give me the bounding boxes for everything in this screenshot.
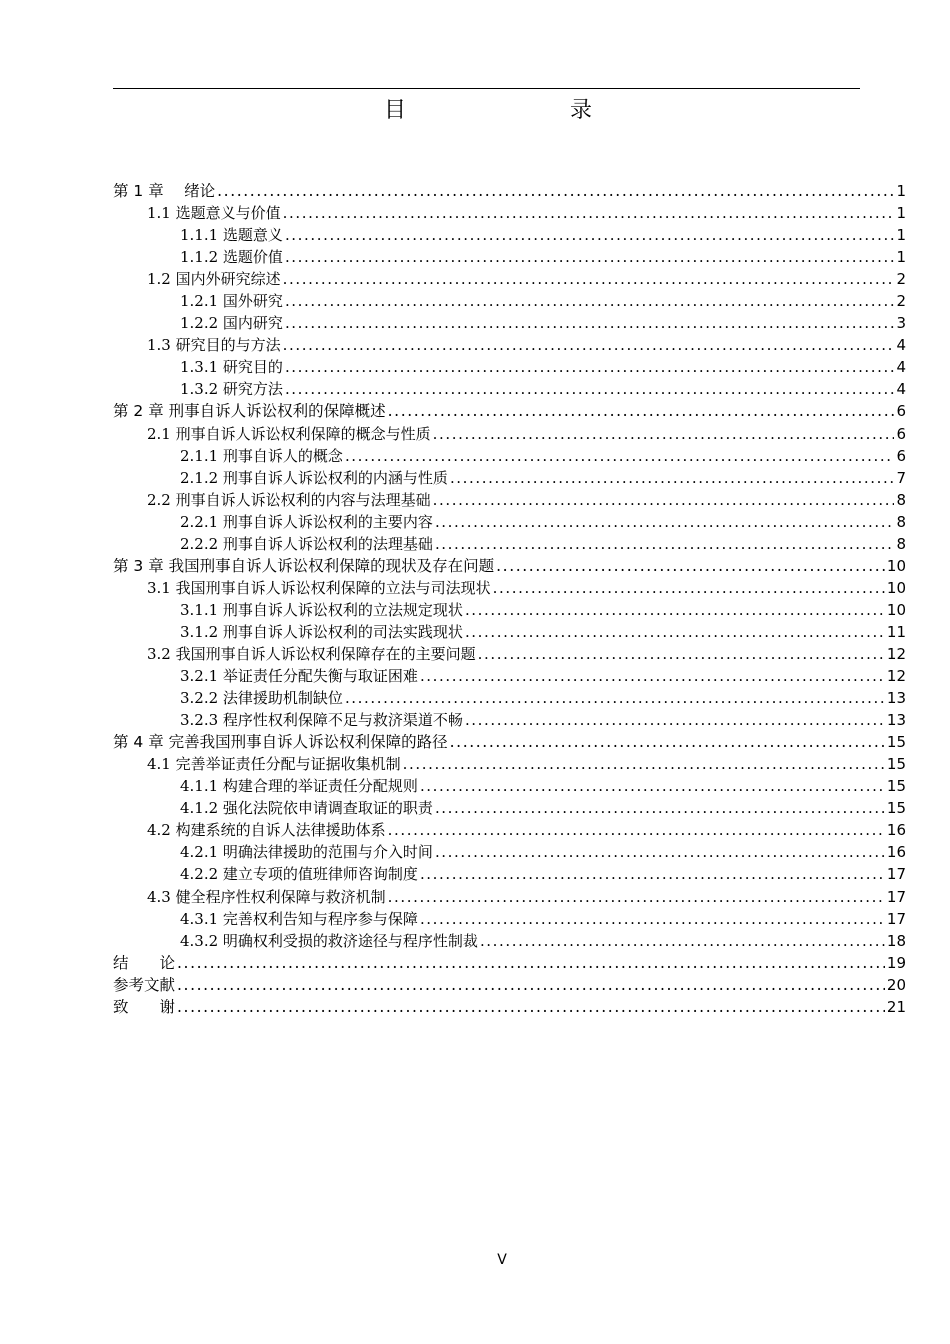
dot-leader [435,841,885,863]
dot-leader [285,224,895,246]
toc-entry-label: 2.2.2 刑事自诉人诉讼权利的法理基础 [180,534,433,553]
dot-leader [285,356,895,378]
toc-entry-page: 8 [896,534,906,553]
toc-entry-line [147,643,906,665]
toc-entry-page: 13 [886,689,906,708]
toc-entry[interactable] [0,599,950,621]
dot-leader [496,555,885,577]
dot-leader [478,643,885,665]
toc-entry-line [113,996,906,1018]
toc-entry[interactable] [0,312,950,334]
dot-leader [465,621,885,643]
toc-entry-line [180,356,906,378]
toc-entry-page: 10 [886,600,906,619]
toc-entry-label: 第 3 章 我国刑事自诉人诉讼权利保障的现状及存在问题 [113,556,495,575]
toc-entry-label: 第 4 章 完善我国刑事自诉人诉讼权利保障的路径 [113,733,448,752]
dot-leader [465,709,885,731]
toc-entry[interactable] [0,268,950,290]
toc-entry-label: 3.2.1 举证责任分配失衡与取证困难 [180,667,418,686]
toc-entry-page: 20 [886,975,906,994]
toc-entry-page: 3 [896,314,906,333]
toc-entry[interactable] [0,841,950,863]
toc-entry-line [113,731,906,753]
toc-entry-label: 1.1.2 选题价值 [180,248,283,267]
toc-entry-page: 1 [896,248,906,267]
toc-entry-page: 19 [886,953,906,972]
dot-leader [420,775,885,797]
toc-entry-label: 参考文献 [113,975,176,994]
toc-entry-label: 3.1 我国刑事自诉人诉讼权利保障的立法与司法现状 [147,578,491,597]
toc-entry-line [113,555,906,577]
toc-entry[interactable] [0,489,950,511]
toc-entry-page: 6 [896,402,906,421]
toc-entry-line [180,775,906,797]
toc-entry-page: 4 [896,358,906,377]
toc-entry-page: 15 [886,777,906,796]
toc-entry-label: 2.1.2 刑事自诉人诉讼权利的内涵与性质 [180,468,448,487]
toc-entry-label: 第 1 章 绪论 [113,182,216,200]
toc-entry-page: 17 [886,887,906,906]
toc-entry-line [147,268,906,290]
toc-entry[interactable] [0,996,950,1018]
dot-leader [435,533,895,555]
dot-leader [285,290,895,312]
toc-entry-page: 1 [896,182,906,200]
dot-leader [345,445,895,467]
dot-leader [420,908,885,930]
dot-leader [283,268,895,290]
toc-entry-line [180,687,906,709]
toc-entry[interactable] [0,356,950,378]
toc-entry-line [147,577,906,599]
toc-entry-label: 2.1.1 刑事自诉人的概念 [180,446,343,465]
toc-entry-line [147,334,906,356]
dot-leader [177,974,885,996]
toc-entry-page: 15 [886,799,906,818]
toc-entry-page: 7 [896,468,906,487]
toc-entry[interactable] [0,577,950,599]
dot-leader [403,753,885,775]
toc-entry-line [180,378,906,400]
toc-entry[interactable] [0,643,950,665]
toc-entry-line [180,224,906,246]
toc-entry[interactable] [0,863,950,885]
toc-entry-page: 12 [886,667,906,686]
toc-entry-label: 4.1.1 构建合理的举证责任分配规则 [180,777,418,796]
dot-leader [388,886,885,908]
toc-entry-line [180,290,906,312]
dot-leader [177,996,885,1018]
dot-leader [388,400,895,422]
toc-entry-line [180,665,906,687]
toc-entry-label: 4.1.2 强化法院依申请调查取证的职责 [180,799,433,818]
toc-entry[interactable] [0,533,950,555]
toc-entry-label: 1.3 研究目的与方法 [147,336,281,355]
dot-leader [285,312,895,334]
toc-entry[interactable] [0,555,950,577]
toc-entry-line [180,511,906,533]
toc-entry-label: 4.3.1 完善权利告知与程序参与保障 [180,909,418,928]
toc-entry-page: 13 [886,711,906,730]
toc-entry-page: 12 [886,644,906,663]
toc-entry-page: 16 [886,843,906,862]
toc-entry-label: 4.2 构建系统的自诉人法律援助体系 [147,821,386,840]
toc-entry-line [147,202,906,224]
toc-entry-page: 1 [896,204,906,223]
toc-entry-line [180,621,906,643]
toc-entry-label: 致 谢 [113,997,176,1016]
toc-entry-line [180,930,906,952]
toc-entry-page: 17 [886,909,906,928]
toc-entry-page: 16 [886,821,906,840]
toc-entry[interactable] [0,819,950,841]
toc-entry-line [180,533,906,555]
toc-entry[interactable] [0,974,950,996]
toc-entry-label: 1.1.1 选题意义 [180,226,283,245]
toc-entry-label: 3.2.2 法律援助机制缺位 [180,689,343,708]
toc-entry-label: 2.2.1 刑事自诉人诉讼权利的主要内容 [180,512,433,531]
toc-entry-line [180,599,906,621]
toc-entry[interactable] [0,511,950,533]
toc-entry[interactable] [0,687,950,709]
toc-entry-line [113,180,906,202]
toc-entry-line [147,489,906,511]
toc-entry[interactable] [0,709,950,731]
toc-title: 目 录 [383,98,632,123]
toc-entry-label: 4.3.2 明确权利受损的救济途径与程序性制裁 [180,931,478,950]
toc-entry-page: 6 [896,446,906,465]
dot-leader [420,863,885,885]
toc-entry-label: 3.2 我国刑事自诉人诉讼权利保障存在的主要问题 [147,644,476,663]
toc-entry[interactable] [0,797,950,819]
toc-entry[interactable] [0,224,950,246]
toc-entry-line [113,974,906,996]
toc-entry-page: 11 [886,622,906,641]
toc-entry-line [180,797,906,819]
toc-entry[interactable] [0,908,950,930]
toc-entry-label: 3.1.2 刑事自诉人诉讼权利的司法实践现状 [180,622,463,641]
toc-entry-label: 第 2 章 刑事自诉人诉讼权利的保障概述 [113,402,386,421]
dot-leader [493,577,885,599]
toc-entry-page: 10 [886,578,906,597]
dot-leader [433,423,895,445]
toc-entry[interactable] [0,378,950,400]
toc-entry-line [180,246,906,268]
table-of-contents [0,180,950,1018]
header-rule [113,88,860,89]
toc-entry-label: 3.1.1 刑事自诉人诉讼权利的立法规定现状 [180,600,463,619]
toc-entry-line [180,445,906,467]
toc-entry[interactable] [0,334,950,356]
toc-entry[interactable] [0,621,950,643]
toc-entry-page: 15 [886,733,906,752]
toc-entry-page: 21 [886,997,906,1016]
toc-entry-line [147,753,906,775]
toc-entry[interactable] [0,731,950,753]
dot-leader [283,334,895,356]
toc-entry-label: 4.2.2 建立专项的值班律师咨询制度 [180,865,418,884]
toc-entry-label: 结 论 [113,953,176,972]
toc-entry-page: 8 [896,490,906,509]
toc-entry-label: 4.1 完善举证责任分配与证据收集机制 [147,755,401,774]
toc-entry[interactable] [0,423,950,445]
toc-entry[interactable] [0,400,950,422]
dot-leader [450,731,885,753]
toc-entry[interactable] [0,952,950,974]
dot-leader [420,665,885,687]
dot-leader [433,489,895,511]
toc-entry-label: 4.3 健全程序性权利保障与救济机制 [147,887,386,906]
toc-entry-page: 17 [886,865,906,884]
toc-entry[interactable] [0,202,950,224]
toc-entry-label: 2.1 刑事自诉人诉讼权利保障的概念与性质 [147,424,431,443]
toc-entry[interactable] [0,886,950,908]
toc-entry[interactable] [0,180,950,202]
dot-leader [285,378,895,400]
toc-entry-line [180,709,906,731]
toc-entry-page: 1 [896,226,906,245]
toc-entry-page: 6 [896,424,906,443]
toc-entry-page: 2 [896,292,906,311]
dot-leader [285,246,895,268]
toc-entry[interactable] [0,753,950,775]
toc-entry[interactable] [0,665,950,687]
toc-entry[interactable] [0,290,950,312]
toc-entry-line [147,886,906,908]
toc-entry-label: 2.2 刑事自诉人诉讼权利的内容与法理基础 [147,490,431,509]
toc-entry[interactable] [0,775,950,797]
toc-entry-page: 15 [886,755,906,774]
toc-entry-line [147,819,906,841]
toc-entry-page: 4 [896,380,906,399]
toc-entry-label: 4.2.1 明确法律援助的范围与介入时间 [180,843,433,862]
toc-entry-page: 18 [886,931,906,950]
toc-entry-line [147,423,906,445]
dot-leader [345,687,885,709]
dot-leader [388,819,885,841]
toc-entry-label: 1.2 国内外研究综述 [147,270,281,289]
toc-entry-page: 10 [886,556,906,575]
toc-entry-label: 1.3.1 研究目的 [180,358,283,377]
dot-leader [217,180,894,202]
toc-entry[interactable] [0,246,950,268]
toc-entry-label: 1.1 选题意义与价值 [147,204,281,223]
toc-entry-line [180,863,906,885]
toc-entry-page: 2 [896,270,906,289]
toc-entry-page: 4 [896,336,906,355]
dot-leader [177,952,885,974]
toc-entry[interactable] [0,445,950,467]
toc-entry-label: 1.3.2 研究方法 [180,380,283,399]
toc-entry-label: 3.2.3 程序性权利保障不足与救济渠道不畅 [180,711,463,730]
page-number: V [497,1252,507,1268]
dot-leader [465,599,885,621]
dot-leader [480,930,885,952]
dot-leader [435,797,885,819]
toc-entry-label: 1.2.2 国内研究 [180,314,283,333]
toc-entry[interactable] [0,467,950,489]
dot-leader [435,511,895,533]
toc-entry-line [113,400,906,422]
toc-entry[interactable] [0,930,950,952]
toc-entry-label: 1.2.1 国外研究 [180,292,283,311]
toc-entry-page: 8 [896,512,906,531]
toc-entry-line [180,312,906,334]
toc-entry-line [180,841,906,863]
toc-entry-line [180,908,906,930]
toc-entry-line [113,952,906,974]
dot-leader [283,202,895,224]
dot-leader [450,467,895,489]
toc-entry-line [180,467,906,489]
